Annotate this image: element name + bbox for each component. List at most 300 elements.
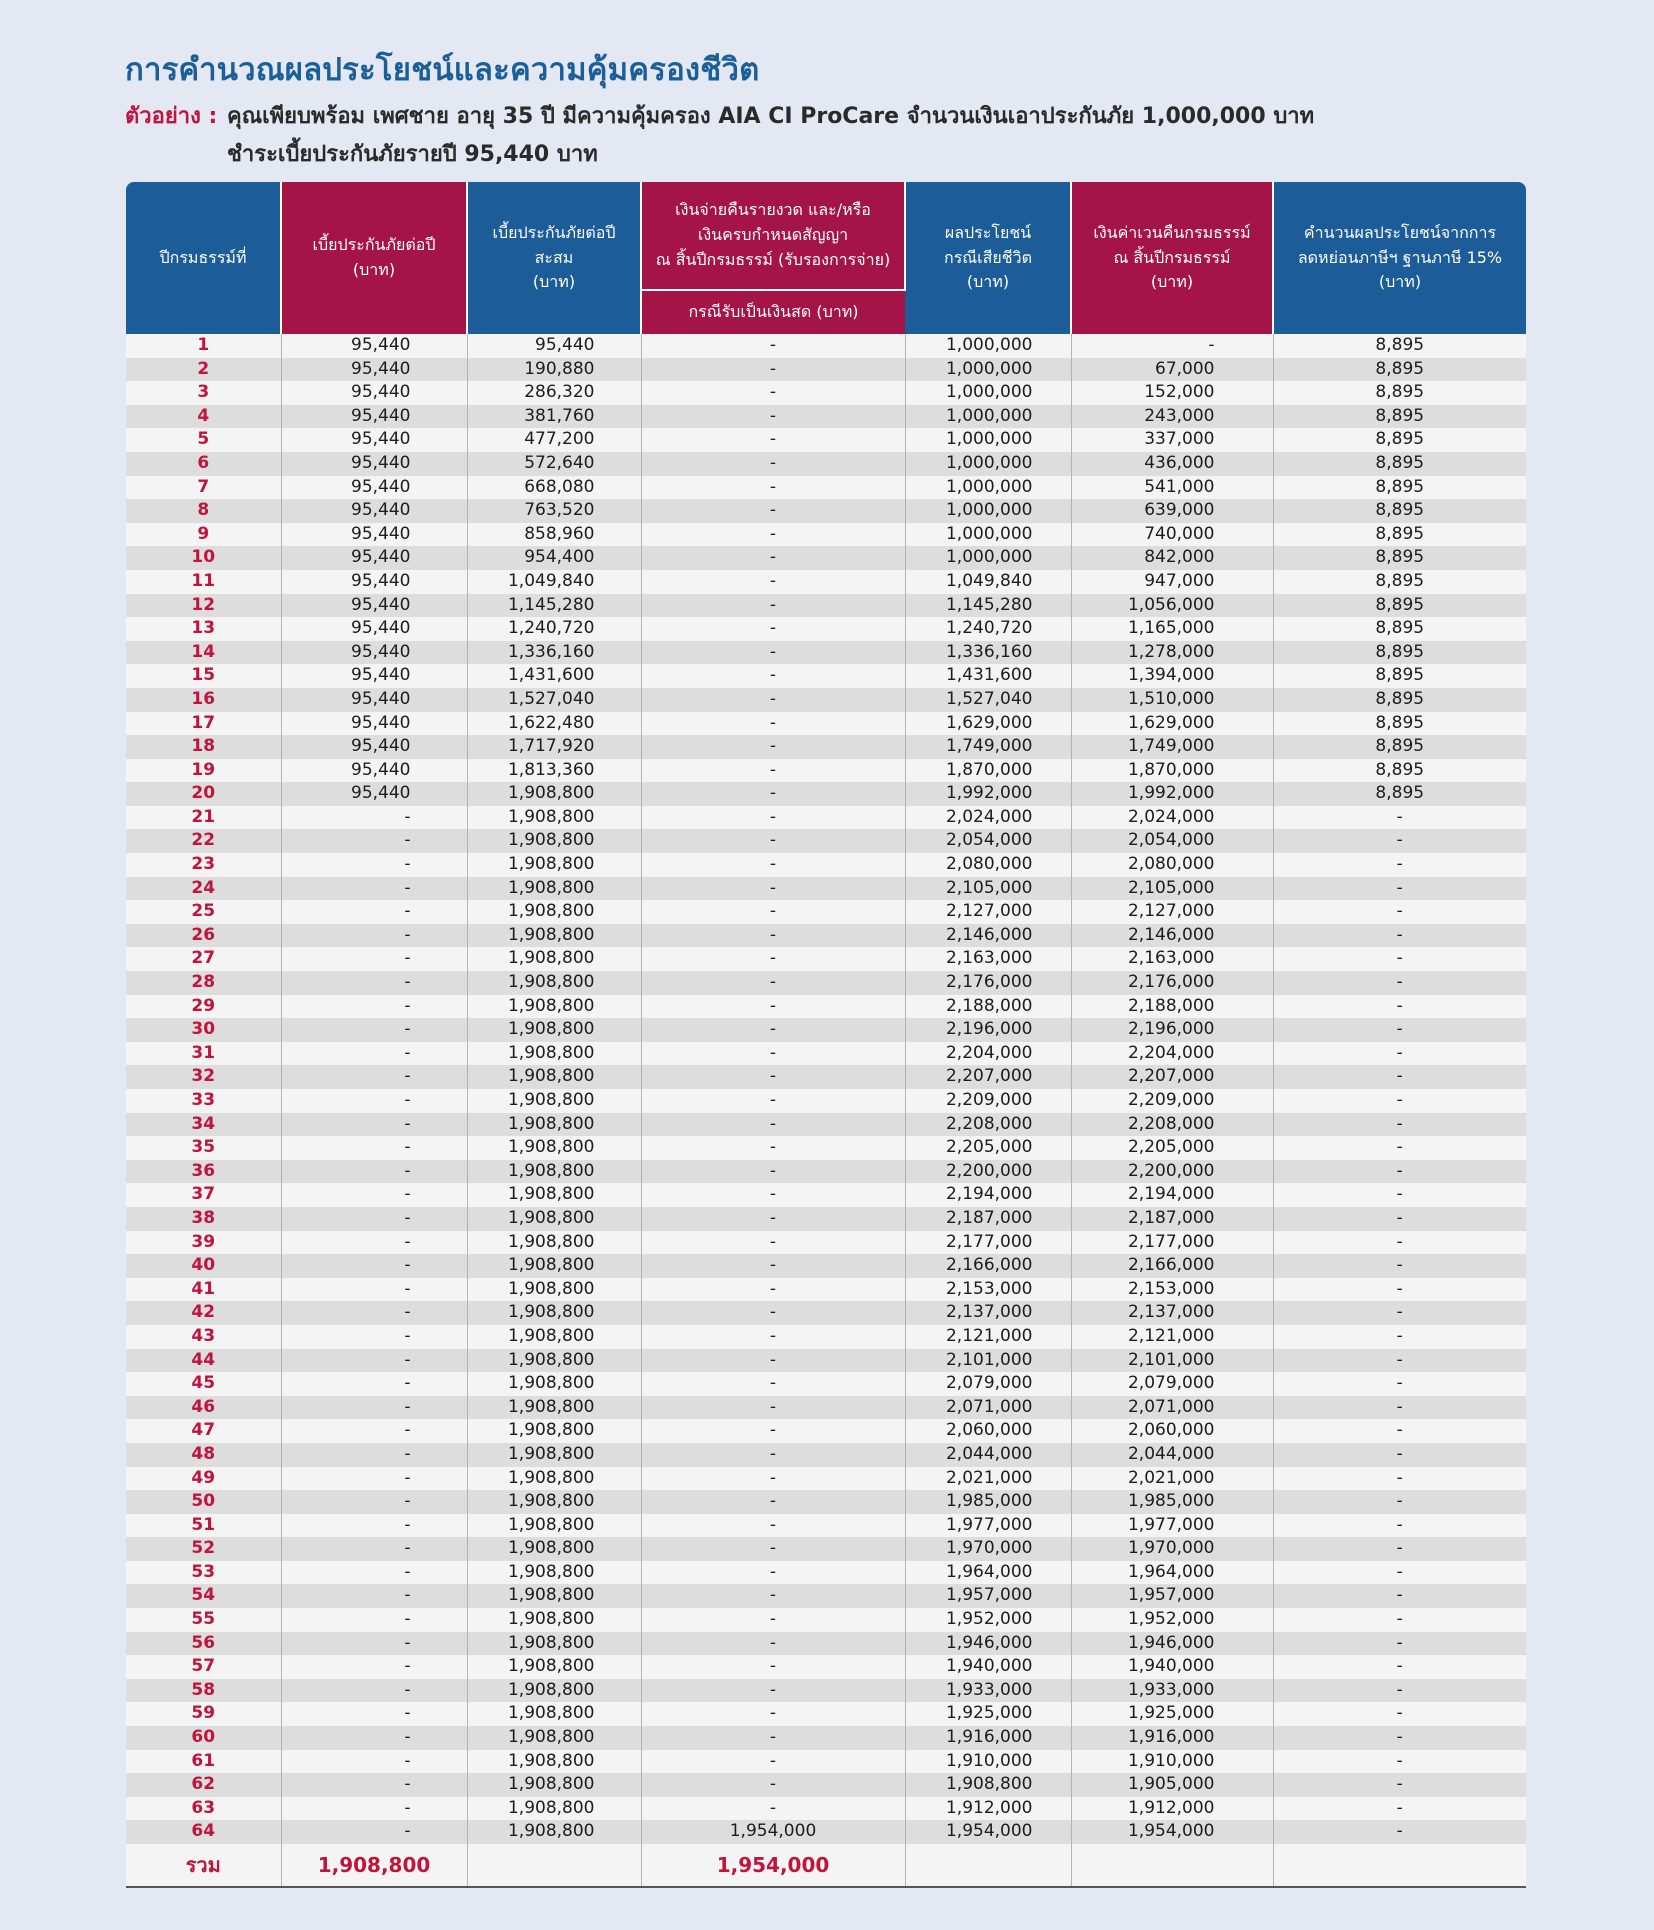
table-header xyxy=(126,182,1526,334)
cell-year: 46 xyxy=(126,1396,281,1420)
cell-death-benefit: 1,000,000 xyxy=(905,476,1071,500)
cell-payout: - xyxy=(641,829,905,853)
cell-premium: - xyxy=(281,1820,467,1844)
example-text-1: คุณเพียบพร้อม เพศชาย อายุ 35 ปี มีความคุ้มครอง AIA CI ProCare จำนวนเงินเอาประกันภัย 1,000,000 บาท xyxy=(227,104,1315,129)
cell-death-benefit: 2,021,000 xyxy=(905,1467,1071,1491)
cell-cumulative-premium: 1,908,800 xyxy=(467,900,641,924)
table-row xyxy=(126,924,1526,948)
cell-surrender-value: 1,952,000 xyxy=(1071,1608,1273,1632)
cell-payout: - xyxy=(641,947,905,971)
cell-cumulative-premium: 1,145,280 xyxy=(467,594,641,618)
cell-tax-benefit: - xyxy=(1273,1820,1526,1844)
table-row xyxy=(126,1679,1526,1703)
cell-surrender-value: 2,044,000 xyxy=(1071,1443,1273,1467)
cell-year: 24 xyxy=(126,877,281,901)
cell-surrender-value: 2,166,000 xyxy=(1071,1254,1273,1278)
cell-year: 48 xyxy=(126,1443,281,1467)
cell-premium: - xyxy=(281,806,467,830)
cell-payout: - xyxy=(641,806,905,830)
cell-year: 28 xyxy=(126,971,281,995)
cell-premium: 95,440 xyxy=(281,334,467,358)
cell-cumulative-premium: 763,520 xyxy=(467,499,641,523)
table-row xyxy=(126,1018,1526,1042)
cell-death-benefit: 1,940,000 xyxy=(905,1655,1071,1679)
cell-premium: - xyxy=(281,1419,467,1443)
cell-death-benefit: 1,952,000 xyxy=(905,1608,1071,1632)
table-row xyxy=(126,1419,1526,1443)
cell-death-benefit: 2,080,000 xyxy=(905,853,1071,877)
cell-cumulative-premium: 1,908,800 xyxy=(467,1160,641,1184)
cell-premium: 95,440 xyxy=(281,428,467,452)
cell-cumulative-premium: 1,908,800 xyxy=(467,1632,641,1656)
cell-death-benefit: 1,000,000 xyxy=(905,428,1071,452)
cell-year: 30 xyxy=(126,1018,281,1042)
cell-payout: - xyxy=(641,1042,905,1066)
table-row xyxy=(126,405,1526,429)
cell-surrender-value: 639,000 xyxy=(1071,499,1273,523)
cell-death-benefit: 1,970,000 xyxy=(905,1537,1071,1561)
cell-year: 14 xyxy=(126,641,281,665)
cell-death-benefit: 1,957,000 xyxy=(905,1584,1071,1608)
cell-cumulative-premium: 1,049,840 xyxy=(467,570,641,594)
cell-tax-benefit: - xyxy=(1273,1018,1526,1042)
table-row xyxy=(126,664,1526,688)
cell-payout: - xyxy=(641,1018,905,1042)
cell-premium: - xyxy=(281,1231,467,1255)
cell-premium: - xyxy=(281,1254,467,1278)
cell-death-benefit: 1,933,000 xyxy=(905,1679,1071,1703)
cell-surrender-value: 1,970,000 xyxy=(1071,1537,1273,1561)
cell-surrender-value: 2,208,000 xyxy=(1071,1113,1273,1137)
cell-death-benefit: 2,194,000 xyxy=(905,1183,1071,1207)
cell-tax-benefit: - xyxy=(1273,1207,1526,1231)
cell-year: 20 xyxy=(126,782,281,806)
cell-death-benefit: 2,208,000 xyxy=(905,1113,1071,1137)
table-row xyxy=(126,735,1526,759)
cell-surrender-value: 740,000 xyxy=(1071,523,1273,547)
cell-premium: 95,440 xyxy=(281,688,467,712)
cell-payout: - xyxy=(641,1065,905,1089)
cell-death-benefit: 1,985,000 xyxy=(905,1490,1071,1514)
cell-surrender-value: 2,196,000 xyxy=(1071,1018,1273,1042)
header-payout: เงินจ่ายคืนรายงวด และ/หรือ เงินครบกำหนดสัญญา ณ สิ้นปีกรมธรรม์ (รับรองการจ่าย) xyxy=(641,182,905,290)
cell-cumulative-premium: 1,908,800 xyxy=(467,947,641,971)
cell-year: 36 xyxy=(126,1160,281,1184)
cell-payout: - xyxy=(641,1726,905,1750)
cell-cumulative-premium: 1,908,800 xyxy=(467,1490,641,1514)
cell-payout: - xyxy=(641,381,905,405)
cell-death-benefit: 1,946,000 xyxy=(905,1632,1071,1656)
cell-premium: - xyxy=(281,1773,467,1797)
total-cumulative-empty xyxy=(467,1844,641,1887)
cell-cumulative-premium: 1,908,800 xyxy=(467,995,641,1019)
cell-payout: - xyxy=(641,1537,905,1561)
table-row xyxy=(126,1702,1526,1726)
cell-payout: - xyxy=(641,1183,905,1207)
table-row xyxy=(126,829,1526,853)
cell-payout: - xyxy=(641,594,905,618)
table-row xyxy=(126,1750,1526,1774)
cell-surrender-value: 1,916,000 xyxy=(1071,1726,1273,1750)
cell-premium: - xyxy=(281,1396,467,1420)
cell-year: 61 xyxy=(126,1750,281,1774)
table-row xyxy=(126,1443,1526,1467)
cell-death-benefit: 2,188,000 xyxy=(905,995,1071,1019)
cell-payout: - xyxy=(641,546,905,570)
table-footer xyxy=(126,1844,1526,1887)
cell-surrender-value: 1,910,000 xyxy=(1071,1750,1273,1774)
cell-payout: - xyxy=(641,877,905,901)
cell-year: 11 xyxy=(126,570,281,594)
table-row xyxy=(126,900,1526,924)
cell-premium: - xyxy=(281,971,467,995)
total-tax-empty xyxy=(1273,1844,1526,1887)
cell-payout: - xyxy=(641,499,905,523)
cell-year: 38 xyxy=(126,1207,281,1231)
cell-premium: - xyxy=(281,1443,467,1467)
cell-payout: - xyxy=(641,1514,905,1538)
table-row xyxy=(126,594,1526,618)
cell-tax-benefit: - xyxy=(1273,971,1526,995)
cell-tax-benefit: - xyxy=(1273,1254,1526,1278)
benefit-table xyxy=(126,182,1526,1888)
table-row xyxy=(126,1467,1526,1491)
cell-payout: - xyxy=(641,1702,905,1726)
cell-surrender-value: - xyxy=(1071,334,1273,358)
cell-payout: - xyxy=(641,735,905,759)
cell-cumulative-premium: 1,908,800 xyxy=(467,1797,641,1821)
table-row xyxy=(126,877,1526,901)
cell-premium: 95,440 xyxy=(281,759,467,783)
cell-surrender-value: 2,153,000 xyxy=(1071,1278,1273,1302)
cell-premium: - xyxy=(281,1750,467,1774)
cell-premium: - xyxy=(281,1207,467,1231)
cell-cumulative-premium: 95,440 xyxy=(467,334,641,358)
cell-payout: - xyxy=(641,358,905,382)
cell-year: 5 xyxy=(126,428,281,452)
cell-death-benefit: 1,908,800 xyxy=(905,1773,1071,1797)
cell-death-benefit: 1,000,000 xyxy=(905,358,1071,382)
table-row xyxy=(126,546,1526,570)
cell-year: 51 xyxy=(126,1514,281,1538)
cell-surrender-value: 2,021,000 xyxy=(1071,1467,1273,1491)
table-row xyxy=(126,1773,1526,1797)
cell-surrender-value: 1,278,000 xyxy=(1071,641,1273,665)
table-row xyxy=(126,1584,1526,1608)
cell-tax-benefit: - xyxy=(1273,1089,1526,1113)
cell-surrender-value: 1,977,000 xyxy=(1071,1514,1273,1538)
cell-cumulative-premium: 1,717,920 xyxy=(467,735,641,759)
cell-premium: - xyxy=(281,877,467,901)
cell-surrender-value: 2,060,000 xyxy=(1071,1419,1273,1443)
cell-payout: - xyxy=(641,1136,905,1160)
cell-payout: - xyxy=(641,1325,905,1349)
cell-year: 54 xyxy=(126,1584,281,1608)
cell-cumulative-premium: 1,908,800 xyxy=(467,1419,641,1443)
cell-surrender-value: 2,188,000 xyxy=(1071,995,1273,1019)
cell-cumulative-premium: 1,908,800 xyxy=(467,806,641,830)
cell-surrender-value: 2,054,000 xyxy=(1071,829,1273,853)
cell-payout: - xyxy=(641,1278,905,1302)
cell-surrender-value: 1,992,000 xyxy=(1071,782,1273,806)
cell-premium: - xyxy=(281,924,467,948)
cell-year: 7 xyxy=(126,476,281,500)
cell-premium: - xyxy=(281,1018,467,1042)
cell-death-benefit: 2,204,000 xyxy=(905,1042,1071,1066)
cell-cumulative-premium: 1,908,800 xyxy=(467,1702,641,1726)
cell-death-benefit: 2,205,000 xyxy=(905,1136,1071,1160)
cell-tax-benefit: - xyxy=(1273,1042,1526,1066)
table-row xyxy=(126,1632,1526,1656)
cell-year: 1 xyxy=(126,334,281,358)
cell-death-benefit: 1,749,000 xyxy=(905,735,1071,759)
cell-payout: - xyxy=(641,1750,905,1774)
cell-year: 4 xyxy=(126,405,281,429)
page-title: การคำนวณผลประโยชน์และความคุ้มครองชีวิต xyxy=(125,52,760,88)
cell-surrender-value: 2,079,000 xyxy=(1071,1372,1273,1396)
cell-tax-benefit: 8,895 xyxy=(1273,523,1526,547)
cell-premium: - xyxy=(281,1584,467,1608)
cell-year: 60 xyxy=(126,1726,281,1750)
cell-year: 3 xyxy=(126,381,281,405)
cell-premium: 95,440 xyxy=(281,641,467,665)
cell-cumulative-premium: 1,336,160 xyxy=(467,641,641,665)
cell-tax-benefit: - xyxy=(1273,1773,1526,1797)
cell-premium: 95,440 xyxy=(281,664,467,688)
cell-surrender-value: 1,870,000 xyxy=(1071,759,1273,783)
cell-death-benefit: 1,000,000 xyxy=(905,546,1071,570)
cell-death-benefit: 2,153,000 xyxy=(905,1278,1071,1302)
cell-premium: 95,440 xyxy=(281,452,467,476)
cell-payout: - xyxy=(641,1372,905,1396)
cell-tax-benefit: - xyxy=(1273,1490,1526,1514)
cell-tax-benefit: - xyxy=(1273,1584,1526,1608)
cell-surrender-value: 1,912,000 xyxy=(1071,1797,1273,1821)
cell-cumulative-premium: 1,240,720 xyxy=(467,617,641,641)
cell-death-benefit: 2,209,000 xyxy=(905,1089,1071,1113)
cell-tax-benefit: 8,895 xyxy=(1273,452,1526,476)
cell-surrender-value: 337,000 xyxy=(1071,428,1273,452)
example-line-1 xyxy=(125,98,1314,133)
cell-year: 34 xyxy=(126,1113,281,1137)
cell-year: 57 xyxy=(126,1655,281,1679)
cell-payout: 1,954,000 xyxy=(641,1820,905,1844)
cell-payout: - xyxy=(641,428,905,452)
header-surrender-value: เงินค่าเวนคืนกรมธรรม์ ณ สิ้นปีกรมธรรม์ (บาท) xyxy=(1071,182,1273,334)
cell-tax-benefit: - xyxy=(1273,1514,1526,1538)
table-row xyxy=(126,1726,1526,1750)
table-row xyxy=(126,1254,1526,1278)
cell-tax-benefit: 8,895 xyxy=(1273,358,1526,382)
cell-premium: - xyxy=(281,1514,467,1538)
cell-death-benefit: 2,163,000 xyxy=(905,947,1071,971)
cell-cumulative-premium: 1,908,800 xyxy=(467,1396,641,1420)
table-row xyxy=(126,1608,1526,1632)
cell-payout: - xyxy=(641,641,905,665)
cell-cumulative-premium: 1,527,040 xyxy=(467,688,641,712)
cell-premium: - xyxy=(281,1561,467,1585)
table-row xyxy=(126,452,1526,476)
cell-premium: 95,440 xyxy=(281,476,467,500)
table-row xyxy=(126,806,1526,830)
cell-death-benefit: 1,240,720 xyxy=(905,617,1071,641)
cell-death-benefit: 2,200,000 xyxy=(905,1160,1071,1184)
cell-year: 31 xyxy=(126,1042,281,1066)
cell-cumulative-premium: 1,908,800 xyxy=(467,1325,641,1349)
cell-tax-benefit: - xyxy=(1273,1183,1526,1207)
header-payout-cash: กรณีรับเป็นเงินสด (บาท) xyxy=(641,290,905,334)
cell-tax-benefit: - xyxy=(1273,924,1526,948)
cell-premium: - xyxy=(281,1042,467,1066)
cell-surrender-value: 2,187,000 xyxy=(1071,1207,1273,1231)
cell-cumulative-premium: 190,880 xyxy=(467,358,641,382)
cell-premium: - xyxy=(281,1301,467,1325)
cell-surrender-value: 1,940,000 xyxy=(1071,1655,1273,1679)
cell-death-benefit: 2,177,000 xyxy=(905,1231,1071,1255)
cell-premium: - xyxy=(281,1372,467,1396)
cell-premium: 95,440 xyxy=(281,358,467,382)
cell-tax-benefit: - xyxy=(1273,1160,1526,1184)
cell-payout: - xyxy=(641,405,905,429)
cell-tax-benefit: - xyxy=(1273,995,1526,1019)
cell-premium: 95,440 xyxy=(281,546,467,570)
cell-premium: 95,440 xyxy=(281,594,467,618)
cell-surrender-value: 1,925,000 xyxy=(1071,1702,1273,1726)
cell-surrender-value: 1,933,000 xyxy=(1071,1679,1273,1703)
cell-surrender-value: 1,905,000 xyxy=(1071,1773,1273,1797)
table-row xyxy=(126,617,1526,641)
cell-death-benefit: 1,870,000 xyxy=(905,759,1071,783)
cell-death-benefit: 1,925,000 xyxy=(905,1702,1071,1726)
cell-surrender-value: 2,105,000 xyxy=(1071,877,1273,901)
total-label: รวม xyxy=(126,1844,281,1887)
cell-premium: 95,440 xyxy=(281,712,467,736)
cell-payout: - xyxy=(641,1632,905,1656)
cell-year: 8 xyxy=(126,499,281,523)
table-row xyxy=(126,759,1526,783)
cell-payout: - xyxy=(641,1467,905,1491)
cell-surrender-value: 1,510,000 xyxy=(1071,688,1273,712)
table-row xyxy=(126,1561,1526,1585)
table-row xyxy=(126,1490,1526,1514)
cell-cumulative-premium: 1,813,360 xyxy=(467,759,641,783)
header-tax-benefit: คำนวนผลประโยชน์จากการ ลดหย่อนภาษีฯ ฐานภาษี 15% (บาท) xyxy=(1273,182,1526,334)
cell-premium: - xyxy=(281,1797,467,1821)
header-cumulative-premium: เบี้ยประกันภัยต่อปีสะสม (บาท) xyxy=(467,182,641,334)
cell-year: 58 xyxy=(126,1679,281,1703)
cell-payout: - xyxy=(641,1561,905,1585)
cell-payout: - xyxy=(641,924,905,948)
cell-payout: - xyxy=(641,1207,905,1231)
cell-tax-benefit: 8,895 xyxy=(1273,641,1526,665)
cell-payout: - xyxy=(641,853,905,877)
cell-tax-benefit: - xyxy=(1273,1325,1526,1349)
cell-payout: - xyxy=(641,759,905,783)
cell-payout: - xyxy=(641,1443,905,1467)
cell-cumulative-premium: 1,431,600 xyxy=(467,664,641,688)
cell-death-benefit: 1,912,000 xyxy=(905,1797,1071,1821)
cell-cumulative-premium: 1,908,800 xyxy=(467,829,641,853)
cell-tax-benefit: - xyxy=(1273,1702,1526,1726)
cell-surrender-value: 2,200,000 xyxy=(1071,1160,1273,1184)
cell-surrender-value: 152,000 xyxy=(1071,381,1273,405)
cell-death-benefit: 1,910,000 xyxy=(905,1750,1071,1774)
cell-surrender-value: 1,165,000 xyxy=(1071,617,1273,641)
cell-tax-benefit: 8,895 xyxy=(1273,476,1526,500)
cell-tax-benefit: - xyxy=(1273,1632,1526,1656)
cell-death-benefit: 1,000,000 xyxy=(905,452,1071,476)
table-row xyxy=(126,641,1526,665)
cell-tax-benefit: 8,895 xyxy=(1273,570,1526,594)
table-row xyxy=(126,476,1526,500)
cell-premium: - xyxy=(281,1278,467,1302)
cell-premium: - xyxy=(281,1655,467,1679)
cell-year: 18 xyxy=(126,735,281,759)
cell-year: 64 xyxy=(126,1820,281,1844)
cell-tax-benefit: - xyxy=(1273,1372,1526,1396)
table-row xyxy=(126,712,1526,736)
cell-surrender-value: 541,000 xyxy=(1071,476,1273,500)
cell-premium: - xyxy=(281,1608,467,1632)
cell-year: 59 xyxy=(126,1702,281,1726)
table-row xyxy=(126,428,1526,452)
cell-death-benefit: 2,166,000 xyxy=(905,1254,1071,1278)
cell-surrender-value: 1,056,000 xyxy=(1071,594,1273,618)
cell-cumulative-premium: 1,908,800 xyxy=(467,1042,641,1066)
cell-premium: 95,440 xyxy=(281,499,467,523)
cell-tax-benefit: - xyxy=(1273,1726,1526,1750)
cell-premium: 95,440 xyxy=(281,523,467,547)
cell-payout: - xyxy=(641,1490,905,1514)
cell-cumulative-premium: 1,908,800 xyxy=(467,1207,641,1231)
cell-cumulative-premium: 1,908,800 xyxy=(467,1820,641,1844)
cell-payout: - xyxy=(641,1797,905,1821)
cell-death-benefit: 1,992,000 xyxy=(905,782,1071,806)
cell-year: 52 xyxy=(126,1537,281,1561)
cell-death-benefit: 1,000,000 xyxy=(905,523,1071,547)
cell-cumulative-premium: 1,908,800 xyxy=(467,1750,641,1774)
table-body xyxy=(126,334,1526,1844)
cell-cumulative-premium: 381,760 xyxy=(467,405,641,429)
cell-death-benefit: 1,000,000 xyxy=(905,405,1071,429)
cell-payout: - xyxy=(641,688,905,712)
cell-tax-benefit: - xyxy=(1273,1419,1526,1443)
cell-premium: - xyxy=(281,1325,467,1349)
cell-death-benefit: 2,196,000 xyxy=(905,1018,1071,1042)
cell-cumulative-premium: 1,908,800 xyxy=(467,1679,641,1703)
cell-tax-benefit: - xyxy=(1273,1065,1526,1089)
cell-cumulative-premium: 1,908,800 xyxy=(467,1349,641,1373)
cell-year: 15 xyxy=(126,664,281,688)
cell-cumulative-premium: 1,908,800 xyxy=(467,1726,641,1750)
example-line-2: ชำระเบี้ยประกันภัยรายปี 95,440 บาท xyxy=(227,142,598,167)
header-year: ปีกรมธรรม์ที่ xyxy=(126,182,281,334)
cell-year: 42 xyxy=(126,1301,281,1325)
cell-death-benefit: 1,954,000 xyxy=(905,1820,1071,1844)
cell-tax-benefit: 8,895 xyxy=(1273,759,1526,783)
cell-tax-benefit: - xyxy=(1273,1396,1526,1420)
cell-cumulative-premium: 858,960 xyxy=(467,523,641,547)
cell-year: 40 xyxy=(126,1254,281,1278)
cell-surrender-value: 2,080,000 xyxy=(1071,853,1273,877)
cell-surrender-value: 436,000 xyxy=(1071,452,1273,476)
table-row xyxy=(126,853,1526,877)
cell-death-benefit: 1,145,280 xyxy=(905,594,1071,618)
cell-death-benefit: 1,527,040 xyxy=(905,688,1071,712)
cell-tax-benefit: 8,895 xyxy=(1273,782,1526,806)
cell-cumulative-premium: 1,908,800 xyxy=(467,1443,641,1467)
cell-premium: - xyxy=(281,900,467,924)
